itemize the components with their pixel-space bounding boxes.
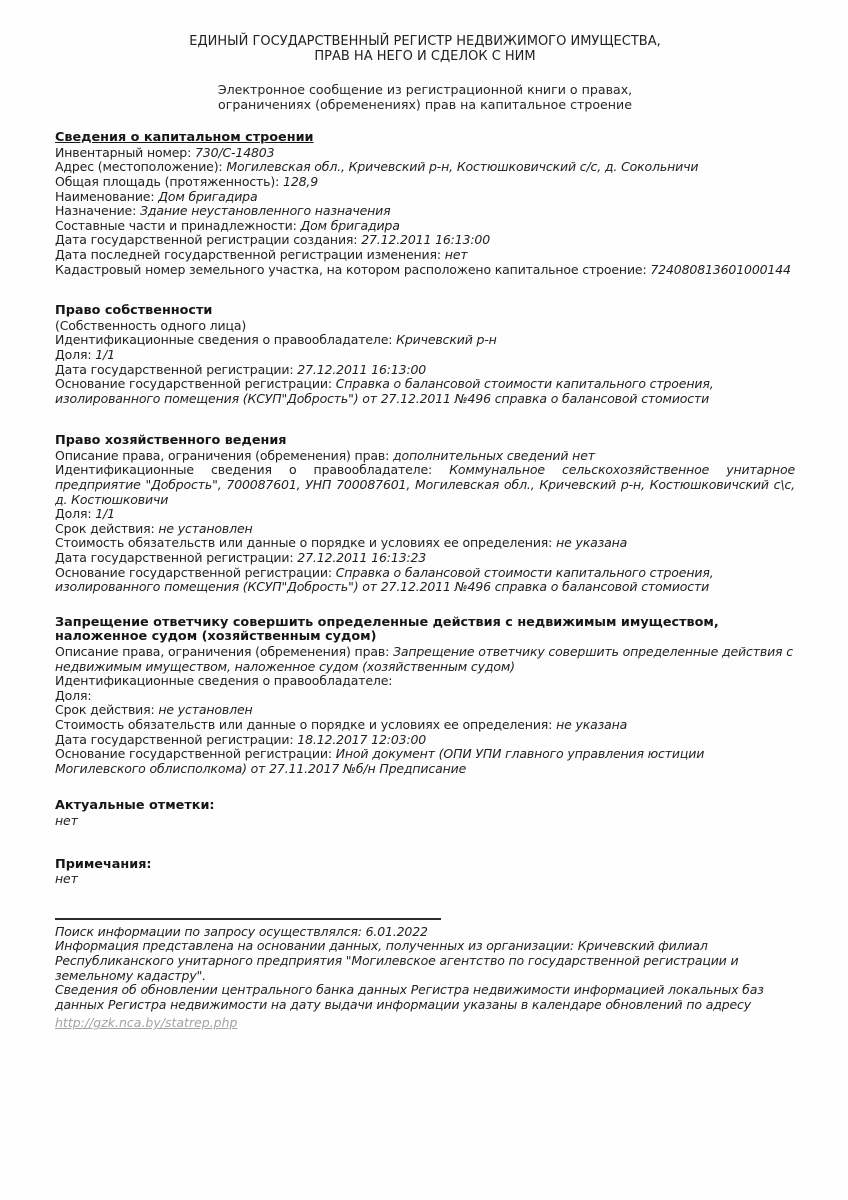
field-label: Кадастровый номер земельного участка, на котором расположено капитальное строение: [55,261,647,277]
field-row-rightholder [55,463,795,507]
field-row-reg-basis [55,377,795,406]
field-label: Идентификационные сведения о правообладателе: [55,673,393,689]
field-label: Стоимость обязательств или данные о порядке и условиях ее определения: [55,535,553,551]
field-label: Назначение: [55,203,137,219]
field-label: Дата государственной регистрации: [55,361,294,377]
field-value: нет [444,246,468,262]
field-value: 27.12.2011 16:13:00 [361,232,491,248]
field-value: 724080813601000144 [650,261,791,277]
subtitle-line-2: ограничениях (обременениях) прав на капитальное строение [218,96,632,112]
field-row-obligations-value [55,536,795,551]
field-row-reg-basis [55,566,795,595]
section-notes [55,858,795,887]
section-ownership-right [55,304,795,406]
section-court-prohibition [55,616,795,777]
field-row-cadastral-number [55,263,795,278]
section-heading-ownership: Право собственности [55,303,213,319]
document-subtitle [55,83,795,112]
field-row-last-change-date [55,248,795,263]
section-heading-court-prohibition: Запрещение ответчику совершить определенные действия с недвижимым имуществом, наложенное судом (хозяйственным судом) [55,614,719,645]
section-capital-structure [55,131,795,277]
field-row-components [55,219,795,234]
field-row-reg-date [55,363,795,378]
field-row-validity-period [55,522,795,537]
field-row-name [55,190,795,205]
field-row-right-description [55,645,795,674]
field-label: Описание права, ограничения (обременения) прав: [55,447,390,463]
field-value: Кричевский р-н [396,332,497,348]
field-value: Справка о балансовой стоимости капитального строения, изолированного помещения (КСУП"Добрость") от 27.12.2011 №496 справка о балансовой стомиости [55,376,714,406]
field-value: 1/1 [95,346,115,362]
section-current-marks [55,799,795,828]
field-value: не указана [556,716,628,732]
field-value: 128,9 [283,173,319,189]
field-label: Общая площадь (протяженность): [55,173,280,189]
field-value: 27.12.2011 16:13:00 [297,361,427,377]
field-value: не указана [556,535,628,551]
field-value: Запрещение ответчику совершить определенные действия с недвижимым имуществом, наложенное судом (хозяйственным судом) [55,644,793,674]
footer-divider [55,918,441,920]
field-label: Идентификационные сведения о правообладателе: [55,332,393,348]
field-label: Идентификационные сведения о правообладателе: [55,462,433,478]
field-label: Доля: [55,506,92,522]
document-header [55,34,795,112]
field-label: Доля: [55,346,92,362]
field-value: Могилевская обл., Кричевский р-н, Костюшковичский с/с, д. Сокольничи [226,159,699,175]
field-label: Основание государственной регистрации: [55,376,332,392]
ownership-type-note: (Собственность одного лица) [55,317,247,333]
field-label: Срок действия: [55,520,155,536]
field-row-share [55,507,795,522]
field-row-inventory-number [55,146,795,161]
field-row-share [55,348,795,363]
field-value: Справка о балансовой стоимости капитального строения, изолированного помещения (КСУП"Добрость") от 27.12.2011 №496 справка о балансовой стомиости [55,564,714,595]
field-value: 27.12.2011 16:13:23 [297,550,427,566]
section-heading-economic-management: Право хозяйственного ведения [55,433,287,449]
field-label: Адрес (местоположение): [55,159,223,175]
field-row-purpose [55,204,795,219]
register-title-line-2: ПРАВ НА НЕГО И СДЕЛОК С НИМ [314,49,536,64]
field-label: Доля: [55,687,92,703]
footer-search-date: Поиск информации по запросу осуществлялся: 6.01.2022 [55,923,428,939]
field-label: Дата последней государственной регистрации изменения: [55,246,441,262]
field-row-total-area [55,175,795,190]
field-row-rightholder [55,333,795,348]
field-label: Составные части и принадлежности: [55,217,297,233]
field-value: Иной документ (ОПИ УПИ главного управления юстиции Могилевского облисполкома) от 27.11.2017 №б/н Предписание [55,746,705,776]
field-row-share [55,689,795,704]
footer-source-organization: Информация представлена на основании данных, полученных из организации: Кричевский филиал Республиканского унитарного предприятия "Могилевское агентство по государственной регистрации и земельному кадастру". [55,938,739,983]
section-heading-capital-structure: Сведения о капитальном строении [55,130,314,146]
section-heading-notes: Примечания: [55,856,152,872]
field-value: 1/1 [95,506,115,522]
subtitle-line-1: Электронное сообщение из регистрационной книги о правах, [217,82,633,97]
field-label: Основание государственной регистрации: [55,746,332,762]
field-row-reg-date [55,733,795,748]
field-value: 730/С-14803 [194,144,275,160]
field-label: Срок действия: [55,702,155,718]
field-label: Дата государственной регистрации создания: [55,232,358,248]
field-label: Основание государственной регистрации: [55,564,332,580]
field-row-rightholder [55,674,795,689]
field-row-right-description [55,449,795,464]
section-heading-current-marks: Актуальные отметки: [55,798,215,814]
field-label: Наименование: [55,188,155,204]
field-row-obligations-value [55,718,795,733]
field-row-reg-basis [55,747,795,776]
field-value: не установлен [158,702,253,718]
document-footer [55,918,795,1032]
register-title-line-1: ЕДИНЫЙ ГОСУДАРСТВЕННЫЙ РЕГИСТР НЕДВИЖИМОГО ИМУЩЕСТВА, [189,34,661,49]
field-label: Дата государственной регистрации: [55,550,294,566]
field-value: не установлен [158,520,253,536]
field-value: дополнительных сведений нет [392,447,595,463]
notes-value: нет [55,871,78,887]
field-row-address [55,160,795,175]
field-row-validity-period [55,703,795,718]
field-label: Дата государственной регистрации: [55,731,294,747]
field-value: Дом бригадира [300,217,400,233]
field-row-creation-reg-date [55,233,795,248]
section-economic-management [55,434,795,595]
field-row-reg-date [55,551,795,566]
field-label: Инвентарный номер: [55,144,192,160]
field-label: Стоимость обязательств или данные о порядке и условиях ее определения: [55,716,553,732]
footer-statrep-link[interactable]: http://gzk.nca.by/statrep.php [55,1015,238,1031]
current-marks-value: нет [55,812,78,828]
field-value: Здание неустановленного назначения [140,203,391,219]
footer-update-info: Сведения об обновлении центрального банка данных Регистра недвижимости информацией локальных баз данных Регистра недвижимости на дату выдачи информации указаны в календаре обновлений по адресу [55,982,764,1012]
field-value: Коммунальное сельскохозяйственное унитарное предприятие "Добрость", 700087601, УНП 700087601, Могилевская обл., Кричевский р-н, Костюшковичский с\с, д. Костюшковичи [55,462,796,507]
field-value: 18.12.2017 12:03:00 [297,731,427,747]
field-value: Дом бригадира [158,188,258,204]
field-label: Описание права, ограничения (обременения) прав: [55,644,390,659]
